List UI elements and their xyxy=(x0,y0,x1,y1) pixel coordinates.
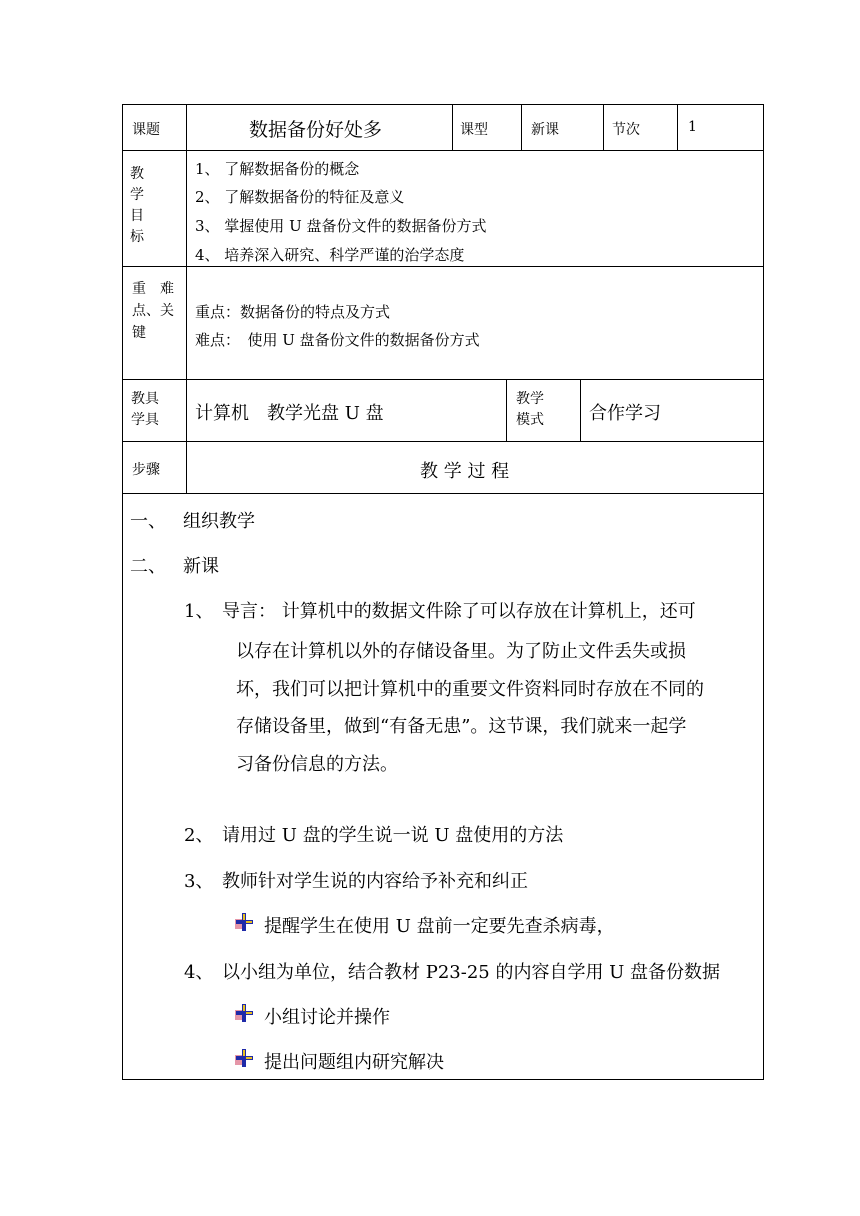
objectives-label-char: 目 xyxy=(130,208,144,224)
topic-value: 数据备份好处多 xyxy=(249,119,383,141)
column-divider xyxy=(506,379,507,441)
teaching-tools-value: 计算机 教学光盘 U 盘 xyxy=(195,403,384,424)
teaching-tools-label xyxy=(131,389,159,431)
section-title: 新课 xyxy=(183,556,219,577)
teaching-tools-label-line: 学具 xyxy=(131,412,159,428)
objectives-label-char: 学 xyxy=(130,187,144,203)
folder-bullet-icon xyxy=(234,1003,254,1023)
table-border-top xyxy=(122,104,764,105)
teaching-mode-value: 合作学习 xyxy=(589,403,661,424)
item-paragraph-line: 导言： 计算机中的数据文件除了可以存放在计算机上，还可 xyxy=(222,601,696,622)
column-divider xyxy=(186,104,187,493)
row-divider xyxy=(122,441,764,442)
table-border-bottom xyxy=(122,1079,764,1080)
objectives-label xyxy=(127,164,147,248)
column-divider xyxy=(521,104,522,150)
key-points-label xyxy=(132,278,174,344)
objective-item: 1、 了解数据备份的概念 xyxy=(195,160,360,178)
key-point-text: 重点：数据备份的特点及方式 xyxy=(195,303,391,321)
item-paragraph xyxy=(236,633,704,783)
objective-item: 4、 培养深入研究、科学严谨的治学态度 xyxy=(195,246,465,264)
item-text: 教师针对学生说的内容给予补充和纠正 xyxy=(222,871,528,892)
item-paragraph-line: 坏，我们可以把计算机中的重要文件资料同时存放在不同的 xyxy=(236,678,704,700)
column-divider xyxy=(677,104,678,150)
folder-bullet-icon xyxy=(234,912,254,932)
item-paragraph-line: 习备份信息的方法。 xyxy=(236,753,398,775)
bullet-text: 小组讨论并操作 xyxy=(264,1007,390,1028)
key-points-label-line: 键 xyxy=(132,325,146,341)
objectives-label-char: 教 xyxy=(130,166,144,182)
process-title: 教 学 过 程 xyxy=(420,461,510,482)
item-number: 1、 xyxy=(184,601,214,622)
period-value: 1 xyxy=(688,119,697,135)
objective-item: 2、 了解数据备份的特征及意义 xyxy=(195,188,405,206)
row-divider xyxy=(122,150,764,151)
item-text: 请用过 U 盘的学生说一说 U 盘使用的方法 xyxy=(222,825,564,846)
key-points-label-line: 重 难 xyxy=(132,281,174,297)
teaching-tools-label-line: 教具 xyxy=(131,391,159,407)
row-divider xyxy=(122,493,764,494)
teaching-mode-label-line: 模式 xyxy=(516,412,544,428)
item-number: 4、 xyxy=(184,962,214,983)
column-divider xyxy=(580,379,581,441)
item-paragraph-line: 以存在计算机以外的存储设备里。为了防止文件丢失或损 xyxy=(236,641,686,662)
section-title: 组织教学 xyxy=(183,511,255,532)
item-number: 3、 xyxy=(184,871,214,892)
column-divider xyxy=(603,104,604,150)
item-paragraph-line: 存储设备里，做到“有备无患”。这节课，我们就来一起学 xyxy=(236,716,687,737)
item-number: 2、 xyxy=(184,825,214,846)
row-divider xyxy=(122,266,764,267)
folder-bullet-icon xyxy=(234,1048,254,1068)
difficult-point-text: 难点： 使用 U 盘备份文件的数据备份方式 xyxy=(195,331,480,349)
lesson-type-value: 新课 xyxy=(531,122,559,138)
section-number: 一、 xyxy=(130,511,166,532)
table-border-left xyxy=(122,104,123,1080)
section-number: 二、 xyxy=(130,556,166,577)
bullet-text: 提醒学生在使用 U 盘前一定要先查杀病毒， xyxy=(264,916,615,937)
steps-label: 步骤 xyxy=(132,462,160,478)
period-label: 节次 xyxy=(612,122,640,138)
item-text: 以小组为单位，结合教材 P23-25 的内容自学用 U 盘备份数据 xyxy=(222,962,721,983)
key-points-label-line: 点、关 xyxy=(132,303,174,319)
teaching-mode-label xyxy=(516,389,544,431)
table-border-right xyxy=(763,104,764,1080)
column-divider xyxy=(452,104,453,150)
bullet-text: 提出问题组内研究解决 xyxy=(264,1052,444,1073)
row-divider xyxy=(122,379,764,380)
objective-item: 3、 掌握使用 U 盘备份文件的数据备份方式 xyxy=(195,217,487,235)
objectives-label-char: 标 xyxy=(130,229,144,245)
lesson-type-label: 课型 xyxy=(460,122,488,138)
teaching-mode-label-line: 教学 xyxy=(516,391,544,407)
topic-label: 课题 xyxy=(132,122,160,138)
